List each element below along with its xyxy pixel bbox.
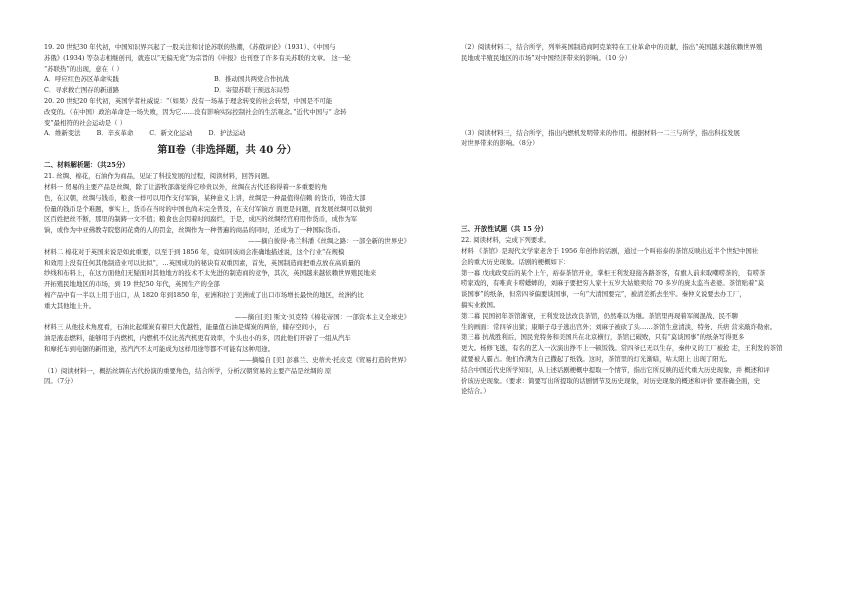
q19-option-c: C．寻求救亡图存的新道路 — [44, 86, 120, 95]
q19-line: “苏联热”的出现，意在（ ） — [44, 64, 123, 73]
mat3-line: 油是液态燃料，能够用于内燃机，内燃机不仅比蒸汽机更有效率，个头也小的多，因此他们开辟了一组从汽车 — [44, 334, 351, 343]
section1-title: 二、材料解析题：（共25分） — [44, 161, 130, 170]
q22-line: 第二幕 民国初年茶馆渐衰，王利发设法改良茶馆，仍然难以为继。茶馆里再现着军阀混战、民不聊 — [461, 311, 738, 320]
q21-2-line: （2）阅读材料二，结合所学，列举英国制造商阿克莱特在工业革命中的贡献，指出“英国越来越依赖世界殖 — [461, 43, 763, 51]
part2-title: 第Ⅱ卷（非选择题，共 40 分） — [157, 145, 297, 157]
q21-2-line: 民地或半殖民地区的市场”对中国经济带来的影响。（10 分） — [461, 53, 631, 62]
mat1-line: 区百姓把丝不断，那里的制鋳一文不值；粮食也会因着时间腐烂，于是，成匹的丝绸经官府用作货币，成作为军 — [44, 215, 358, 224]
q20-line: 变”最相符的社会运动是（ ） — [44, 118, 126, 127]
answer-space — [461, 64, 828, 128]
mat1-line: 材料一 贸易的主要产品是丝绸，除了让游牧部落觉得它珍贵以外，丝绸在古代还称得着一多重要的角 — [44, 182, 328, 191]
mat1-line: 色，在汉朝，丝绸与钱币，粮食一样可以用作支付军饷，某种意义上讲，丝绸是一种最值得信赖 的货币，铸造大部 — [44, 193, 366, 202]
mat3-line: 和摩托车到电锯的新用途，蒸汽汽不太可能成为这样用途等都不可能有这种用途。 — [44, 344, 275, 353]
question-21-2 — [461, 42, 828, 64]
answer-space — [461, 149, 828, 221]
q22-line: 就要被人霸占。他们作满为自己撒起了纸钱。这时，茶馆里的灯光渐暗，咕太阳上 出现了阳光。 — [461, 354, 732, 363]
q20-options-row — [44, 128, 410, 139]
q22-line: 唠家戏的，有唯黄卡唠蟋蟀的，刘麻子要把穷人家十五岁大姑娘卖给 70 多岁的庞太监当老婆。茶馆贴着“莫 — [461, 279, 765, 288]
mat2-source: ——摘自[美] 斯文·贝克特《棉花帝国：一部资本主义全球史》 — [234, 312, 410, 321]
q22-intro: 22. 阅读材料，完成下列要求。 — [461, 236, 550, 245]
q20-line: 20. 20 世纪20 年代初，英国学者杜威说：“（如果）没有一场基于理念转变的社会转型，中国是不可能 — [44, 96, 333, 105]
q21-1-line: 因。（7分） — [44, 377, 77, 386]
mat2-line: 棉产品中有一半以上用于出口，从 1820 年到1850 年，亚洲和拉丁美洲成了出口市场增长最快的地区，丝洲约比 — [44, 290, 364, 299]
mat1-line: 份量的钱币是个难题，事实上，货币在当时的中国也尚未完全普及，在支付军饷方 面更是问题，而发展丝绸可以做到 — [44, 204, 372, 213]
q19-options-row — [44, 85, 410, 96]
mat2-line: 和效用上没有任何其他制造业可以比拟”，…英国成功的秘诀有双重因素，首先，英国制造商把重点放在高质量的 — [44, 258, 361, 267]
q19-option-d: D．寄望苏联干预远东局势 — [214, 86, 290, 95]
q21-intro: 21. 丝绸、棉花，石油作为商品，见证了科技发展的过程，阅读材料，回答问题。 — [44, 172, 274, 181]
q19-option-b: B．推动国共两党合作抗战 — [214, 75, 289, 84]
question-19 — [44, 42, 410, 96]
q19-options-row — [44, 74, 410, 85]
right-column — [461, 42, 828, 397]
material-3 — [44, 322, 410, 365]
q21-1-line: （1）阅读材料一，概括丝绸在古代扮演的重要角色，结合所学，分析汉朝贸易的主要产品是丝绸的 原 — [44, 366, 332, 375]
q19-line: 苏俄》(1934) 等杂志相继创刊，就连以“无偏无党”为宗旨的《申报》也刊登了许多有关苏联的文章。 这一轮 — [44, 53, 351, 62]
mat2-line: 纱线和布料上，在这方面他们无疑面对其他地方的技术不太先进的制造商的竞争，其次，英国越来越依赖世界殖民地来 — [44, 269, 377, 278]
mat1-source: ——摘自彼得·弗兰科潘《丝绸之路：一部全新的世界史》 — [248, 236, 410, 245]
q19-line: 19. 20 世纪30 年代初，中国知识界兴起了一股关注和讨论苏联的热潮，《苏俄评论》（1931）、《中国与 — [44, 43, 336, 51]
mat3-source: ——摘编自 [美] 彭慕兰、史蒂夫·托皮克《贸易打造的世界》 — [239, 355, 410, 364]
q22-line: 材料 《茶馆》是现代文学家老舍于 1956 年创作的话剧，通过一个叫裕泰的茶馆反映出近半个世纪中国社 — [461, 246, 759, 255]
q22-line: 论结合。） — [461, 387, 490, 396]
mat3-line: 材料三 从他技术角度看，石油比起煤炭有着巨大优越性，能量值石油是煤炭的两倍，储存空间小， 石 — [44, 323, 330, 332]
material-1 — [44, 182, 410, 247]
question-21-3 — [461, 128, 828, 150]
q22-line: 搞实业救国。 — [461, 300, 500, 309]
question-21-1 — [44, 366, 410, 388]
q22-line: 更大。杨修飞逃，有名的艺人一次演出挣不上一顿饭钱。常四爷已无以生存，秦仲义的工厂被抢 走，王利发的茶馆 — [461, 344, 783, 353]
question-20 — [44, 96, 410, 139]
section3-title: 三、开放性试题（共 15 分） — [461, 225, 548, 234]
mat2-line: 材料二 棉花对于英国来说是如此重要，以至于到 1856 年，竟如同该商会准确地描述说，这个行业“在规模 — [44, 247, 345, 256]
material-q22 — [461, 246, 828, 397]
q22-line: 第三幕 抗战胜利后，国民党特务和美国兵在北京横行，茶馆已破败，只有“莫谈国事”的纸条写得更多 — [461, 333, 745, 342]
q21-3-line: 对世界带来的影响。（8分） — [461, 139, 539, 148]
q22-line: 谈国事”的纸条，但常四爷偏要谈国事，一句“大清国要完”，被清差抓去坐牢。秦仲义说要去办工厂， — [461, 290, 746, 299]
q22-line: 结合中国近代史所学知识，从上述话剧梗概中提取一个情节，指出它所反映的近代重大历史现象，并 概述和评 — [461, 365, 770, 374]
q20-option-b: B．辛亥革命 — [96, 129, 134, 138]
left-column — [44, 42, 410, 387]
q20-option-c: C．新文化运动 — [149, 129, 193, 138]
q20-line: 改变的。（在中国）政治革命是一场失败，因为它……没有影响实际控制社会的生活观念。”近代中国与“ 念转 — [44, 107, 347, 116]
mat2-line: 开拓殖民地地区的市场，到 19 世纪50 年代，英国生产的全部 — [44, 280, 220, 289]
q21-3-line: （3）阅读材料三，结合所学，指出内燃机发明带来的作用。根据材料一二三与所学，指出科技发展 — [461, 128, 740, 137]
q22-line: 价该历史现象。（要求：简要写出所提取的话剧情节及历史现象，对历史现象的概述和评价 要准确全面，史 — [461, 376, 761, 385]
q19-option-a: A．呼应红色苏区革命实践 — [44, 75, 119, 84]
mat2-line: 重大其他地上升。 — [44, 301, 96, 310]
mat1-line: 饷，或作为中亚佛教寺院悠闲花费的人的罚金，丝绸作为一种普遍的商品的同时，还成为了一种国际货币。 — [44, 226, 345, 235]
q20-option-d: D．护法运动 — [208, 129, 246, 138]
q20-option-a: A．维新变法 — [44, 129, 81, 138]
q22-line: 第一幕 戊戌政变后的某个上午，裕泰茶馆开业，掌柜王利发迎接各路茶客，有旗人前来取嘲唠茶的， 有唠茶 — [461, 268, 766, 277]
q22-line: 生的画面：常四爷出狱；康顺子母子逃出宫外；刘麻子被砍了头……茶馆生意清淡，特务、兵痞 营来敲诈勒索。 — [461, 322, 777, 331]
q22-line: 会的重大历史现象。话剧的梗概如下： — [461, 257, 570, 266]
material-2 — [44, 247, 410, 323]
